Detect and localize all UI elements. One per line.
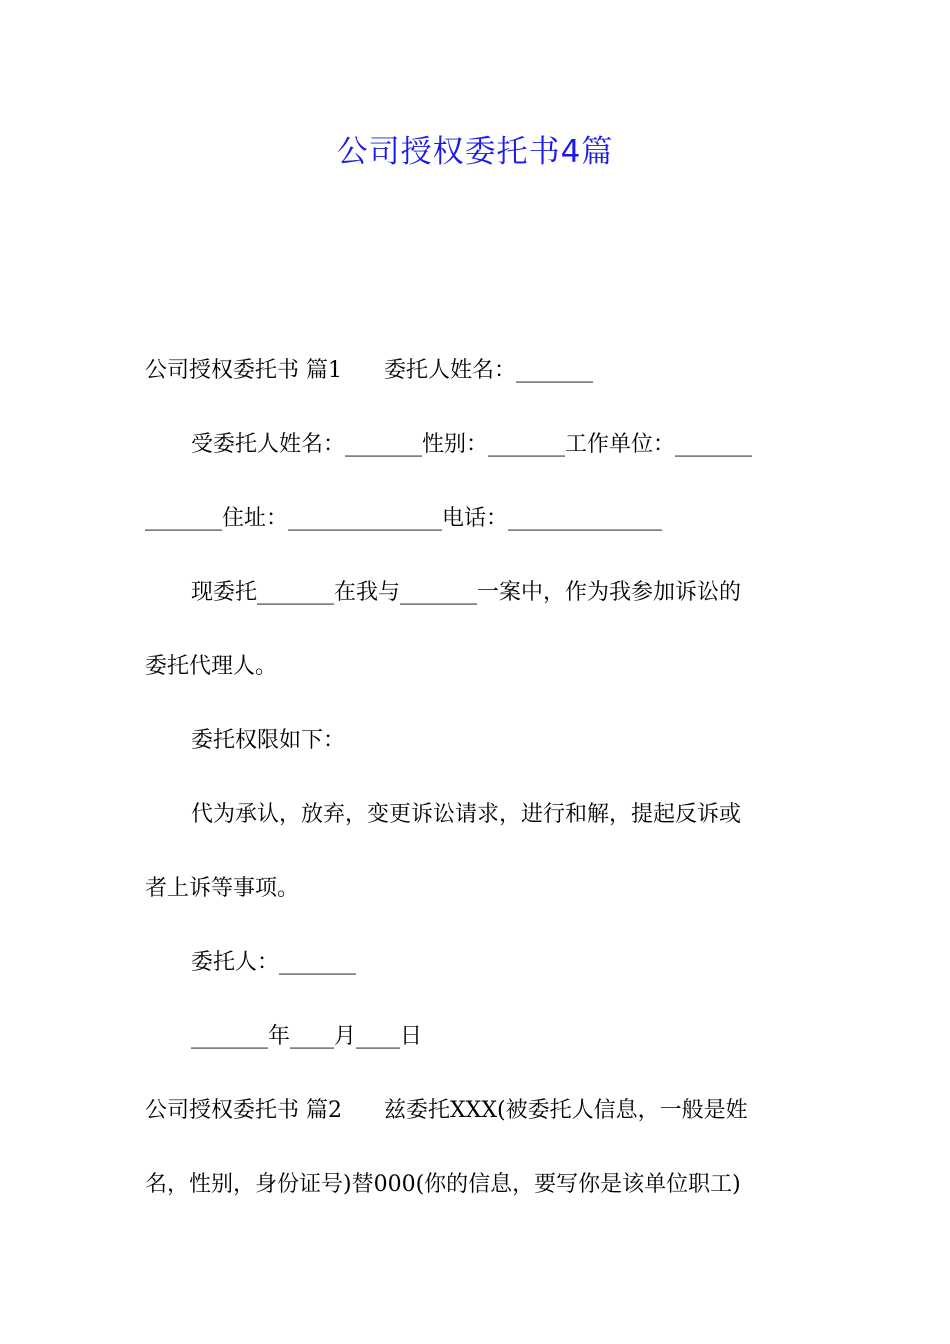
paragraph-line: 委托人：_______ xyxy=(191,950,357,975)
paragraph-line: _______住址：______________电话：______________ xyxy=(145,506,663,531)
section-heading: 公司授权委托书 篇1 xyxy=(145,358,342,383)
paragraph-line: 受委托人姓名：_______性别：_______工作单位：_______ xyxy=(191,432,753,457)
paragraph-line: 委托权限如下： xyxy=(191,728,346,753)
paragraph-line: 现委托_______在我与_______一案中，作为我参加诉讼的 xyxy=(191,580,742,605)
document-body xyxy=(145,334,807,1222)
section-heading-line xyxy=(145,1074,807,1148)
paragraph-line: 名，性别，身份证号)替000(你的信息，要写你是该单位职工) xyxy=(145,1172,741,1197)
paragraph-line: 委托代理人。 xyxy=(145,654,278,679)
paragraph-line: 者上诉等事项。 xyxy=(145,876,300,901)
paragraph-line: 代为承认，放弃，变更诉讼请求，进行和解，提起反诉或 xyxy=(191,802,742,827)
section-heading-line xyxy=(145,334,807,408)
date-line: _______年____月____日 xyxy=(191,1024,423,1049)
text-segment: 兹委托XXX(被委托人信息，一般是姓 xyxy=(384,1098,748,1123)
document-title: 公司授权委托书4篇 xyxy=(336,134,614,170)
text-segment: 委托人姓名：_______ xyxy=(384,358,594,383)
section-heading: 公司授权委托书 篇2 xyxy=(145,1098,342,1123)
